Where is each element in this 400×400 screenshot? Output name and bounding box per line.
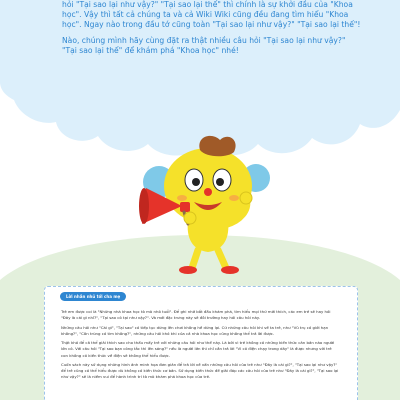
parent-note-label: Lời nhắn nhủ tới cha mẹ bbox=[60, 292, 126, 301]
yellow-mascot-with-megaphone-icon bbox=[130, 128, 280, 278]
speech-paragraph-1: hỏi "Tại sao lại như vậy?" "Tại sao lại thế" thì chính là sự khởi đầu của "Khoa học". Vậy thì tất cả chúng ta và cả Wiki Wiki cũng đều đang tìm hiểu "Khoa học". Ngay nào trong đầu tớ cũng toàn "Tại sao lại như vậy?" "Tại sao lại thế"! bbox=[62, 0, 361, 29]
speech-paragraph-2: Nào, chúng mình hãy cùng đặt ra thật nhiều câu hỏi "Tại sao lại như vậy?" "Tại sao lại thế" để khám phá "Khoa học" nhé! bbox=[62, 36, 346, 55]
parent-note-body bbox=[61, 309, 339, 384]
note-paragraph: Những câu hỏi như "Cái gì", "Tại sao" có tiếp tục dừng lên chơi không hề dừng lại. Cứ những câu hỏi khi về ta trẻ, như "Vũ trụ có giới hạn không?", "Côn trùng có tim không?", những câu hỏi khó khi của cả nhà khoa học cũng không thể trả lời được. bbox=[61, 324, 329, 336]
speech-text bbox=[62, 0, 362, 62]
note-paragraph: Trẻ em được coi là "Những nhà khoa học tò mò nhỏ tuổi". Để ghi nhớ bắt đầu khám phá, tìm hiểu mọi thứ mới thích, các em trẻ sẽ hay hỏi "Đây là cái gì nhỉ?", "Tại sao có tại như vậy?". Và mới đặc trưng này sẽ đôi trường hay hỏi câu hỏi này. bbox=[61, 309, 331, 321]
note-paragraph: Thật khó để cả thể giải thích sao cho thấu mấy trẻ với những câu hỏi như thế này. Là bởi vì trẻ không có những kiến thức căn bản nào người lớn có. Với câu hỏi "Tại sao bạn cóng tắc thì lên sáng?" nếu là người lớn thì chỉ cần trả lời "Vì có điện chạy trong dây" là được nhưng với trẻ con không có kiến thức về điện sẽ không thể hiểu được. bbox=[61, 340, 335, 358]
note-paragraph: Cuốn sách này sử dụng những hình ảnh minh họa đơn giản để trả lời về vấn những câu hỏi của trẻ như "Đây là cái gì?", "Tại sao lại như vậy?" để trẻ cũng có thể hiểu được dù không có kiến thức cơ bản. Sử dụng kiến thức đề giải đáp các câu hỏi của trẻ như "Đây là cái gì?", "Tại sao lại như vậy?" sẽ là niềm vui để hành trình trí tò mò khám phá khoa học của trẻ. bbox=[61, 362, 339, 380]
